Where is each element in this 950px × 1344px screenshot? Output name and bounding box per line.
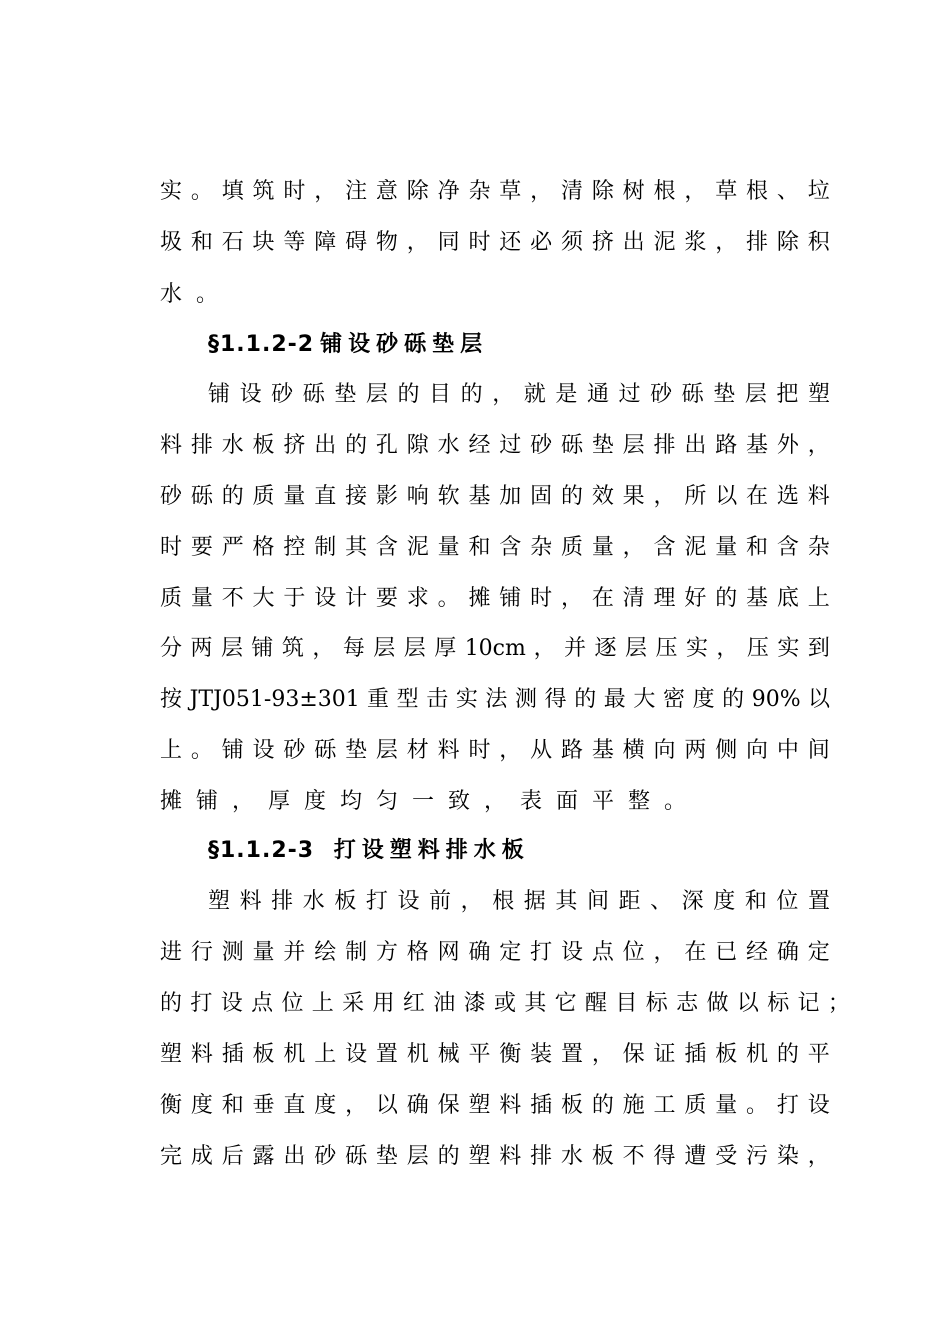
text-line: 按 JTJ051-93±301 重 型 击 实 法 测 得 的 最 大 密 度 的 90% 以 <box>160 687 830 712</box>
text-line: 时 要 严 格 控 制 其 含 泥 量 和 含 杂 质 量 ， 含 泥 量 和 含 杂 <box>160 535 830 560</box>
text-line: 摊铺，厚度均匀一致，表面平整。 <box>160 789 701 814</box>
section-number: §1.1.2-3 <box>208 838 315 863</box>
text-line: 铺 设 砂 砾 垫 层 的 目 的 ， 就 是 通 过 砂 砾 垫 层 把 塑 <box>208 382 830 407</box>
text-line: 水。 <box>160 282 233 307</box>
text-line: 进 行 测 量 并 绘 制 方 格 网 确 定 打 设 点 位 ， 在 已 经 确 定 <box>160 940 830 965</box>
text-line: 料 排 水 板 挤 出 的 孔 隙 水 经 过 砂 砾 垫 层 排 出 路 基 外 ， <box>160 433 830 458</box>
text-line: 实 。 填 筑 时 ， 注 意 除 净 杂 草 ， 清 除 树 根 ， 草 根 、 垃 <box>160 179 830 204</box>
text-line: 塑 料 插 板 机 上 设 置 机 械 平 衡 装 置 ， 保 证 插 板 机 的 平 <box>160 1042 830 1067</box>
text-line: 质 量 不 大 于 设 计 要 求 。 摊 铺 时 ， 在 清 理 好 的 基 底 上 <box>160 586 830 611</box>
section-title: 打设塑料排水板 <box>333 838 530 863</box>
section-number: §1.1.2-2 <box>208 332 315 357</box>
text-line: 的 打 设 点 位 上 采 用 红 油 漆 或 其 它 醒 目 标 志 做 以 标 记 ； <box>160 991 850 1016</box>
text-line: 砂 砾 的 质 量 直 接 影 响 软 基 加 固 的 效 果 ， 所 以 在 选 料 <box>160 484 830 509</box>
text-line: 完 成 后 露 出 砂 砾 垫 层 的 塑 料 排 水 板 不 得 遭 受 污 染 ， <box>160 1144 830 1169</box>
text-line: 分 两 层 铺 筑 ， 每 层 层 厚 10cm ， 并 逐 层 压 实 ， 压 实 到 <box>160 636 830 661</box>
section-title: 铺设砂砾垫层 <box>320 332 489 357</box>
section-heading <box>208 836 530 866</box>
text-line: 衡 度 和 垂 直 度 ， 以 确 保 塑 料 插 板 的 施 工 质 量 。 打 设 <box>160 1093 830 1118</box>
text-line: 圾 和 石 块 等 障 碍 物 ， 同 时 还 必 须 挤 出 泥 浆 ， 排 除 积 <box>160 230 830 255</box>
text-line: 上 。 铺 设 砂 砾 垫 层 材 料 时 ， 从 路 基 横 向 两 侧 向 中 间 <box>160 738 830 763</box>
text-line: 塑 料 排 水 板 打 设 前 ， 根 据 其 间 距 、 深 度 和 位 置 <box>208 889 830 914</box>
section-heading <box>208 330 488 360</box>
